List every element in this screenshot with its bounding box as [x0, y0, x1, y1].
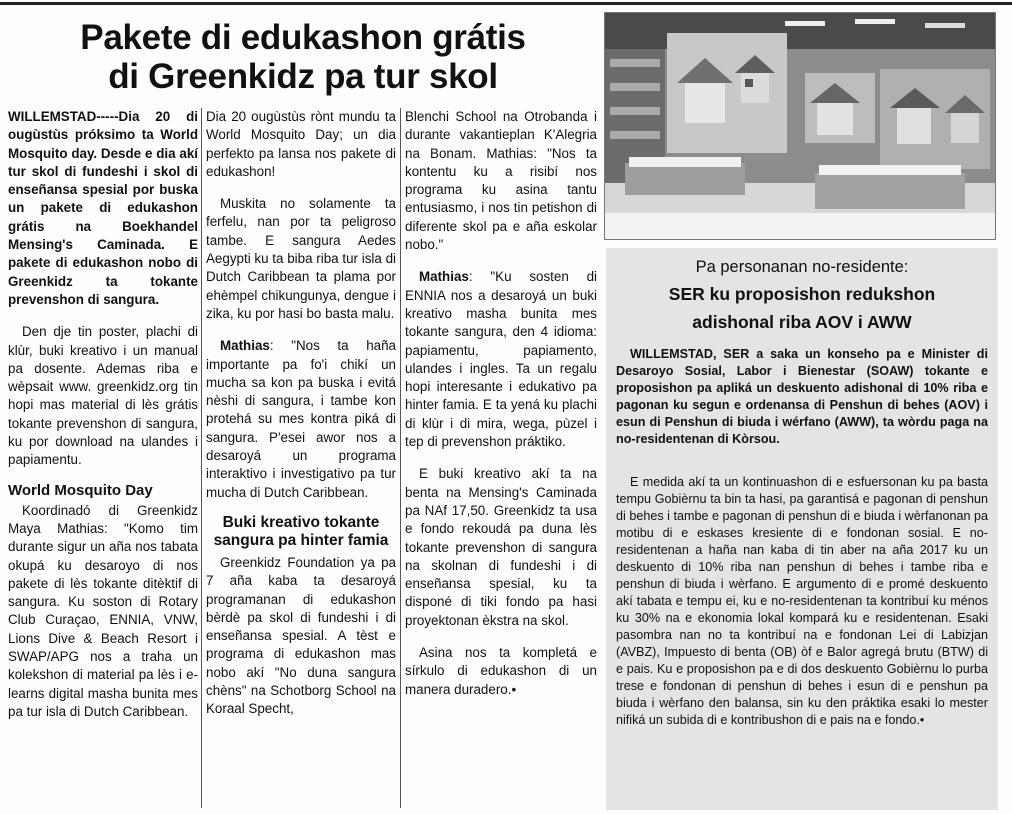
right-column [604, 8, 1006, 808]
sidebar-headline-line-2: adishonal riba AOV i AWW [692, 312, 912, 332]
quote-text: : "Nos ta haña importante pa fo'i chikí un mucha sa kon pa buska i evitá nèshi di sangura, i tambe kon protehá su mes kontra piká di sangura. P'esei awor nos a desaroyá un programa interaktivo i investigativo pa tur mucha di Dutch Caribbean. [206, 338, 396, 500]
article-column-1 [8, 108, 198, 808]
article-paragraph: Greenkidz Foundation ya pa 7 aña kaba ta desaroyá programanan di edukashon bèrdè pa skol di fundeshi i di enseñansa spesial. A tèst e programa di edukashon mas nobo akí "No duna sangura chèns" na Schotborg School na Koraal Specht, [206, 554, 396, 717]
sidebar-kicker: Pa personanan no-residente: [695, 258, 909, 276]
sidebar-headline [616, 280, 988, 336]
quote-text: : "Ku sosten di ENNIA nos a desaroyá un buki kreativo masha bunita mes tokante sangura, den 4 idioma: papiamentu, papiamento, ulandes i ingles. Ta un regalu hopi interesante i edukativo pa hinter famia. E ta yená ku plachi di klùr i di mira, wega, pùzel i tep di prevenshon práktiko. [405, 269, 597, 450]
sidebar-headline-line-1: SER ku proposishon redukshon [668, 284, 936, 304]
article-column-2 [206, 108, 396, 808]
sidebar-article [606, 248, 998, 810]
subheading-buki-kreativo: Buki kreativo tokante sangura pa hinter famia [213, 513, 389, 549]
column-divider [201, 108, 202, 808]
subheading-world-mosquito-day: World Mosquito Day [8, 481, 153, 499]
article-paragraph: E buki kreativo akí ta na benta na Mensing's Caminada pa NAf 17,50. Greenkidz ta usa e fondo rekoudá pa duna lès tokante prevenshon di sangura na skolnan di fundeshi i di enseñansa spesial, ku ta disponé di tiki fondo pa hasi proyektonan èkstra na skol. [405, 466, 597, 628]
article-lead: WILLEMSTAD-----Dia 20 di ougùstùs próksimo ta World Mosquito day. Desde e dia akí tur skol di fundeshi i skol di enseñansa spesial por buska un pakete di edukashon grátis na Boekhandel Mensing's Caminada. E pakete di edukashon nobo di Greenkidz ta tokante prevenshon di sangura. [8, 109, 198, 307]
article-paragraph: Muskita no solamente ta ferfelu, nan por ta peligroso tambe. E sangura Aedes Aegypti ku ta biba riba tur isla di Dutch Caribbean ta plama por ehèmpel chikungunya, dengue i zika, ku por hasi bo basta malu. [206, 196, 396, 321]
bookstore-display-image [605, 13, 996, 240]
article-headline [8, 18, 598, 106]
article-paragraph [206, 337, 396, 502]
article-paragraph [405, 268, 597, 451]
bookstore-photo [604, 12, 996, 240]
sidebar-body: E medida akí ta un kontinuashon di e esfuersonan ku pa basta tempu Gobièrnu ta bin ta hasi, pa garantisá e pagonan di penshun di behes i tambe e pagonan di penshun di e biuda i wèrfanonan pa motibu di e eskases kresiente di e fondonan sosial. E no-residentenan a haña nan kaba di tin aber na aña 2017 ku un deskuento di 10% riba nan penshun di behes i tambe riba e penshun di biuda i wèrfano. E argumento di e promé deskuento akí tabata e tempu ei, ku e no-residentenan ta kontribuí ku ménos ku 30% na e ekonomia lokal kompará ku e residentenan. Esaki pasombra nan no ta kontribuí na e fondonan Lei di Labizjan (AVBZ), Impuesto di benta (OB) òf e Balor agregá brutu (BTW) di e pais. Ku e proposishon pa e di dos deskuento Gobièrnu lo purba trese e fondonan di penshun di behes i esun di e penshun pa biuda i wèrfano den balansa, sin ku den práktika esaki lo mester nifiká un subida di e kontribushon di e pais na e fondo.• [616, 475, 988, 727]
headline-line-2: di Greenkidz pa tur skol [108, 57, 498, 96]
article-column-3 [405, 108, 597, 808]
headline-line-1: Pakete di edukashon grátis [80, 18, 526, 57]
sidebar-lead: WILLEMSTAD, SER a saka un konseho pa e Minister di Desaroyo Sosial, Labor i Bienestar (SOAW) tokante e proposishon pa apliká un deskuento adishonal di 10% riba e pagonan ku segun e ordenansa di Penshun di behes (AOV) i esun di Penshun di biuda i wérfano (AWW), ta wòrdu paga na no-residentenan di Kòrsou. [616, 347, 988, 446]
article-paragraph: Asina nos ta kompletá e sírkulo di edukashon di un manera duradero.• [405, 645, 597, 697]
article-paragraph: Dia 20 ougùstùs rònt mundu ta World Mosquito Day; un dia perfekto pa lansa nos pakete di edukashon! [206, 109, 396, 179]
speaker-name: Mathias [419, 269, 469, 285]
column-divider [400, 108, 401, 808]
speaker-name: Mathias [220, 338, 270, 354]
top-rule [0, 2, 1012, 5]
article-paragraph: Koordinadó di Greenkidz Maya Mathias: "Komo tim durante sigur un aña nos tabata okupá ku desaroyo di nos pakete di lès tokante ditèktif di sangura. Ku soston di Rotary Club Curaçao, ENNIA, VNW, Lions Dive & Beach Resort i SWAP/APG nos a traha un kolekshon di material pa lès i e-learns digital masha bunita mes pa tur isla di Dutch Caribbean. [8, 502, 198, 719]
main-article [8, 8, 598, 808]
article-columns [8, 108, 598, 808]
article-paragraph: Blenchi School na Otrobanda i durante vakantieplan K'Alegria na Bonam. Mathias: "Nos ta kontentu ku a risibí nos programa ku asina tantu entusiasmo, i nos tin petishon di diferente skol pa e aña eskolar nobo." [405, 109, 597, 253]
article-paragraph: Den dje tin poster, plachi di klùr, buki kreativo i un manual pa dosente. Ademas riba e wèpsait www. greenkidz.org tin hopi mas material di lès grátis tokante prevenshon di sangura, ku por download na ulandes i papiamentu. [8, 324, 198, 468]
